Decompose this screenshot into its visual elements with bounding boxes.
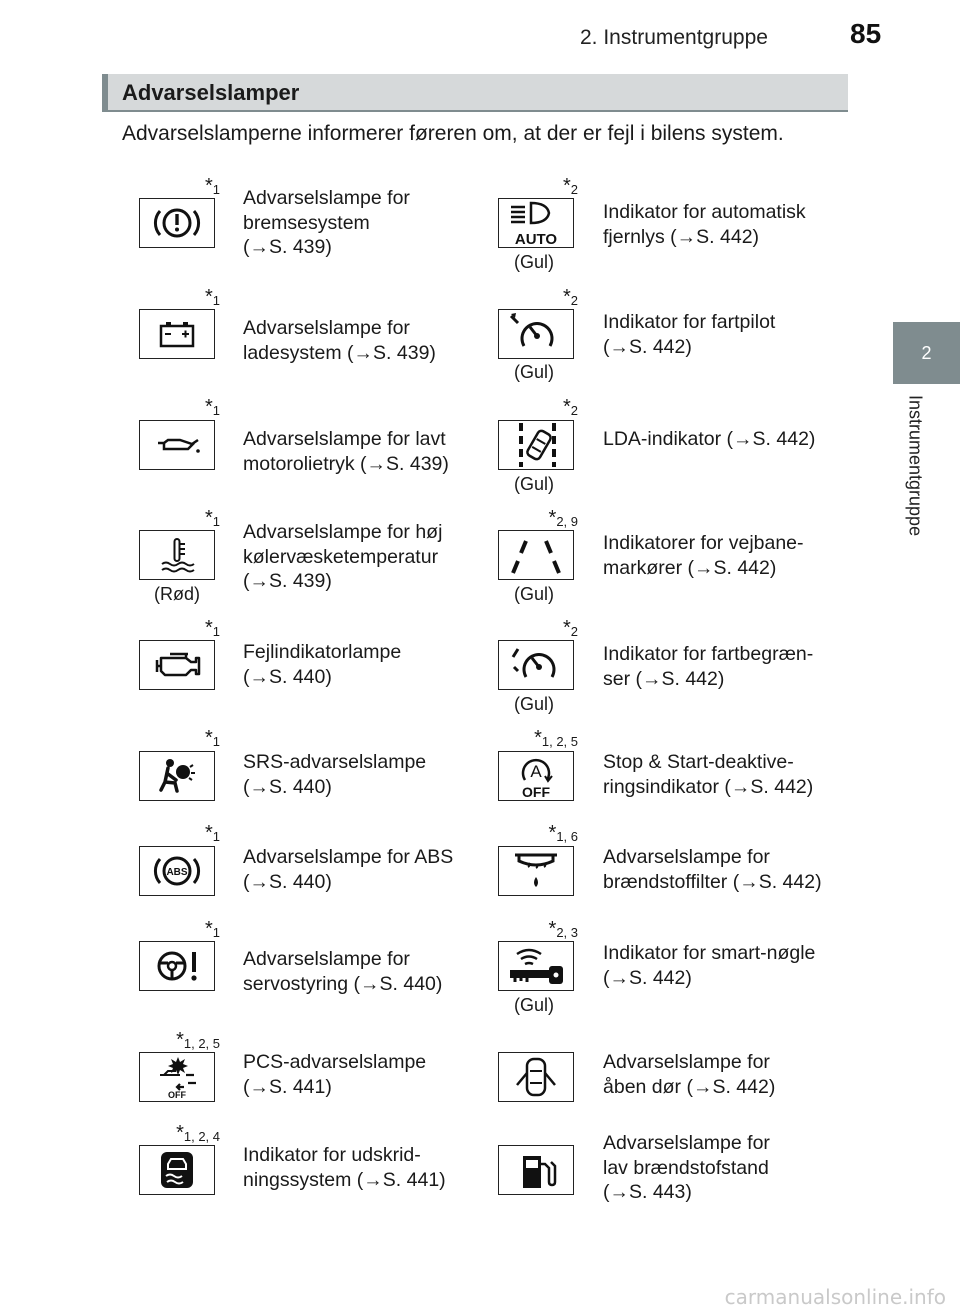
desc-line: LDA-indikator (→S. 442) [603, 428, 816, 450]
desc-line: Indikator for fartpilot [603, 311, 776, 333]
desc-line: (→S. 442) [603, 966, 692, 989]
footnote-mark: $*_1$ [204, 396, 220, 418]
desc-line: Fejlindikatorlampe [243, 641, 402, 663]
lda-icon [498, 420, 574, 470]
desc-line: (→S. 440) [243, 870, 332, 893]
footnote-mark: $*_1$ [204, 286, 220, 308]
footnote-mark: $*_1$ [204, 617, 220, 639]
desc-line: Advarselslampe for [603, 846, 770, 868]
lane-markers-icon [498, 530, 574, 580]
desc-line: ser (→S. 442) [603, 667, 725, 690]
color-note: (Gul) [514, 694, 554, 714]
footnote-mark: $*_1$ [204, 822, 220, 844]
desc-line: bremsesystem [243, 211, 370, 234]
footnote-mark: $*_1$ [204, 727, 220, 749]
svg-text:ABS: ABS [166, 867, 188, 878]
srs-airbag-icon [139, 751, 215, 801]
footnote-mark: $*_{1, 2, 5}$ [534, 727, 578, 749]
svg-text:A: A [530, 762, 542, 781]
desc-line: Indikator for fartbegræn- [603, 643, 814, 665]
desc-line: Advarselslampe for [603, 1051, 770, 1073]
section-title: Advarselslamper [122, 80, 300, 105]
color-note: (Gul) [514, 252, 554, 272]
color-note: (Gul) [514, 584, 554, 604]
svg-text:OFF: OFF [168, 1090, 186, 1100]
color-note: (Gul) [514, 995, 554, 1015]
desc-line: Advarselslampe for [243, 317, 410, 339]
auto-high-beam-icon [498, 198, 574, 248]
color-note: (Gul) [514, 474, 554, 494]
oil-pressure-icon [139, 420, 215, 470]
chapter-title: 2. Instrumentgruppe [580, 26, 768, 49]
stop-start-off-icon [498, 751, 574, 801]
desc-line: Advarselslampe for ABS [243, 846, 454, 868]
side-tab-label-text: Instrumentgruppe [905, 395, 926, 537]
cruise-control-icon [498, 309, 574, 359]
abs-icon [139, 846, 215, 896]
skid-icon [139, 1145, 215, 1195]
desc-line: Stop & Start-deaktive- [603, 751, 794, 773]
footnote-mark: $*_{1, 2, 4}$ [176, 1122, 220, 1144]
color-note: (Gul) [514, 362, 554, 382]
desc-line: Indikator for automatisk [603, 201, 806, 223]
desc-line: ningssystem (→S. 441) [243, 1168, 446, 1191]
color-note: (Rød) [154, 584, 200, 604]
desc-line: kølervæsketemperatur [243, 545, 439, 568]
speed-limiter-icon [498, 640, 574, 690]
desc-line: Advarselslampe for [243, 187, 410, 209]
svg-text:AUTO: AUTO [514, 231, 558, 247]
open-door-icon [498, 1052, 574, 1102]
page-number: 85 [850, 18, 882, 49]
desc-line: servostyring (→S. 440) [243, 972, 443, 995]
desc-line: brændstoffilter (→S. 442) [603, 870, 822, 893]
desc-line: (→S. 440) [243, 775, 332, 798]
desc-line: Indikator for smart-nøgle [603, 942, 816, 964]
desc-line: Indikatorer for vejbane- [603, 532, 804, 554]
desc-line: PCS-advarselslampe [243, 1051, 427, 1073]
footnote-mark: $*_1$ [204, 918, 220, 940]
desc-line: Advarselslampe for lavt [243, 428, 446, 450]
footnote-mark: $*_{1, 2, 5}$ [176, 1029, 220, 1051]
pcs-off-icon [139, 1052, 215, 1102]
desc-line: Advarselslampe for [603, 1132, 770, 1154]
intro-text: Advarselslamperne informerer føreren om, at der er fejl i bilens system. [122, 122, 784, 145]
smart-key-icon [498, 941, 574, 991]
footnote-mark: $*_1$ [204, 507, 220, 529]
low-fuel-icon [498, 1145, 574, 1195]
desc-line: (→S. 439) [243, 236, 332, 258]
fuel-filter-icon [498, 846, 574, 896]
section-heading [102, 74, 848, 112]
desc-line: lav brændstofstand [603, 1156, 769, 1179]
footnote-mark: $*_2$ [562, 286, 578, 308]
desc-line: ladesystem (→S. 439) [243, 341, 436, 364]
power-steering-icon [139, 941, 215, 991]
battery-charge-icon [139, 309, 215, 359]
desc-line: SRS-advarselslampe [243, 751, 427, 773]
footnote-mark: $*_{2, 3}$ [548, 918, 578, 940]
desc-line: markører (→S. 442) [603, 556, 777, 579]
side-tab-number: 2 [921, 342, 932, 363]
desc-line: motorolietryk (→S. 439) [243, 452, 449, 475]
svg-text:OFF: OFF [522, 784, 550, 800]
desc-line: åben dør (→S. 442) [603, 1075, 776, 1098]
coolant-temperature-icon [139, 530, 215, 580]
desc-line: Advarselslampe for [243, 948, 410, 970]
side-tab [893, 322, 960, 384]
watermark: carmanualsonline.info [724, 1285, 946, 1309]
side-tab-label [895, 395, 935, 575]
desc-line: Indikator for udskrid- [243, 1144, 421, 1166]
footnote-mark: $*_{2, 9}$ [548, 507, 578, 529]
desc-line: (→S. 441) [243, 1075, 332, 1098]
footnote-mark: $*_2$ [562, 396, 578, 418]
desc-line: fjernlys (→S. 442) [603, 225, 760, 248]
brake-warning-icon [139, 198, 215, 248]
check-engine-icon [139, 640, 215, 690]
footnote-mark: $*_2$ [562, 617, 578, 639]
desc-line: Advarselslampe for høj [243, 521, 443, 543]
footnote-mark: $*_2$ [562, 175, 578, 197]
desc-line: ringsindikator (→S. 442) [603, 775, 814, 798]
desc-line: (→S. 443) [603, 1181, 692, 1203]
desc-line: (→S. 439) [243, 570, 332, 592]
footnote-mark: $*_{1, 6}$ [548, 822, 578, 844]
desc-line: (→S. 442) [603, 335, 692, 358]
footnote-mark: $*_1$ [204, 175, 220, 197]
desc-line: (→S. 440) [243, 665, 332, 688]
